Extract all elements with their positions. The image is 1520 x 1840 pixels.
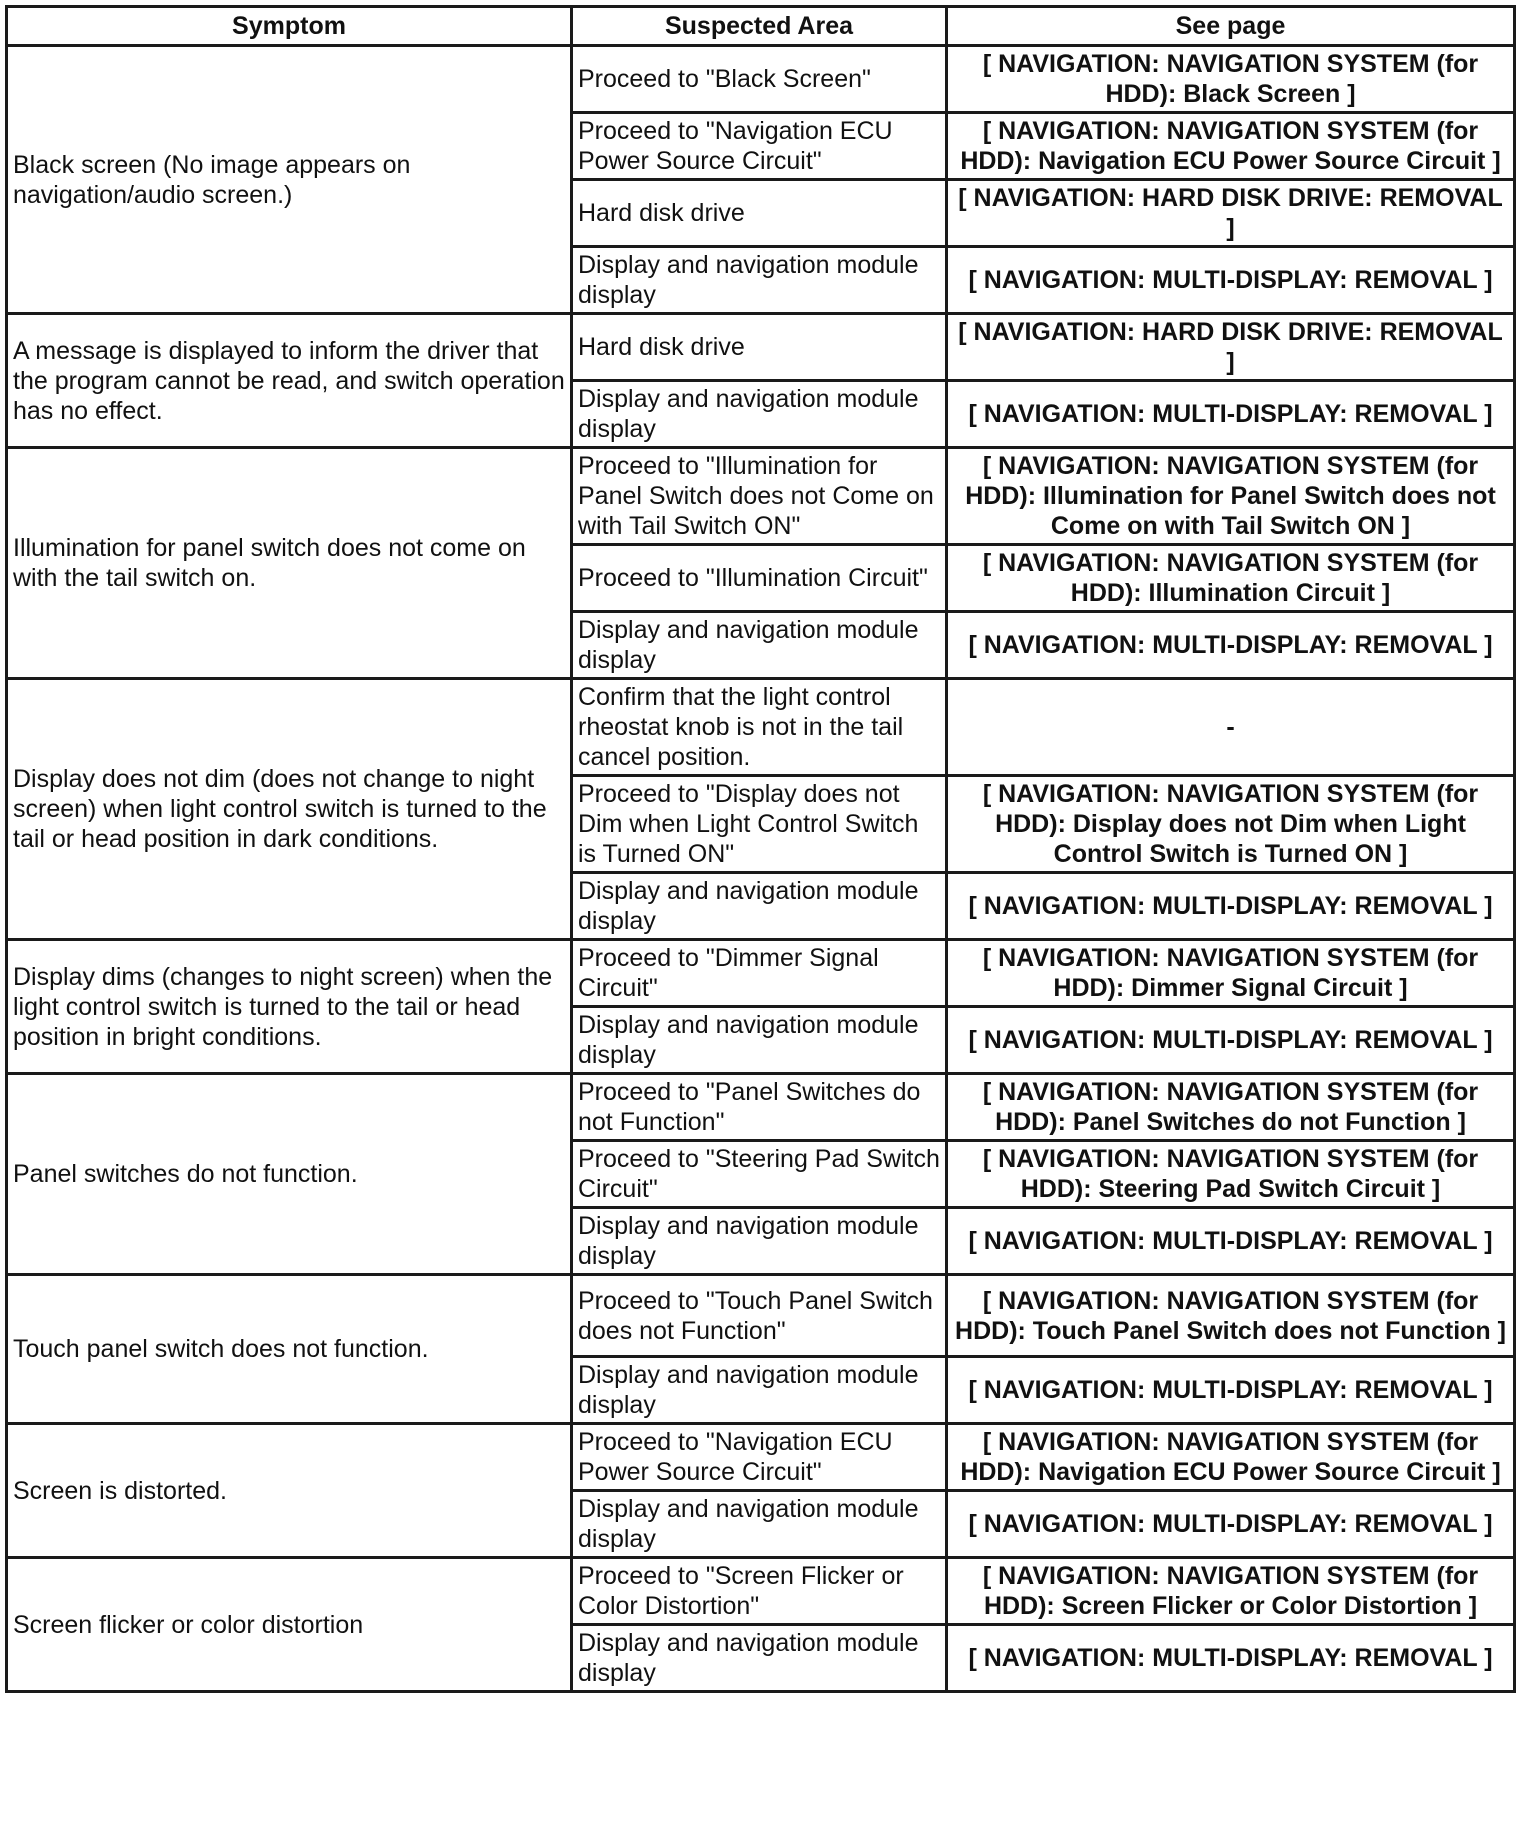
see-page-link[interactable]: [ NAVIGATION: NAVIGATION SYSTEM (for HDD): Panel Switches do not Function ] bbox=[947, 1074, 1515, 1141]
suspected-area-cell: Display and navigation module display bbox=[572, 1357, 947, 1424]
table-row bbox=[7, 1558, 1515, 1625]
header-see-page: See page bbox=[947, 7, 1515, 46]
see-page-link[interactable]: [ NAVIGATION: NAVIGATION SYSTEM (for HDD): Screen Flicker or Color Distortion ] bbox=[947, 1558, 1515, 1625]
see-page-link[interactable]: [ NAVIGATION: MULTI-DISPLAY: REMOVAL ] bbox=[947, 247, 1515, 314]
suspected-area-cell: Hard disk drive bbox=[572, 180, 947, 247]
see-page-link[interactable]: [ NAVIGATION: MULTI-DISPLAY: REMOVAL ] bbox=[947, 612, 1515, 679]
see-page-link[interactable]: [ NAVIGATION: MULTI-DISPLAY: REMOVAL ] bbox=[947, 381, 1515, 448]
suspected-area-cell: Proceed to "Navigation ECU Power Source Circuit" bbox=[572, 1424, 947, 1491]
see-page-link[interactable]: [ NAVIGATION: MULTI-DISPLAY: REMOVAL ] bbox=[947, 1208, 1515, 1275]
see-page-link[interactable]: [ NAVIGATION: MULTI-DISPLAY: REMOVAL ] bbox=[947, 1625, 1515, 1692]
symptom-cell: Display does not dim (does not change to night screen) when light control switch is turned to the tail or head position in dark conditions. bbox=[7, 679, 572, 940]
symptom-cell: Illumination for panel switch does not come on with the tail switch on. bbox=[7, 448, 572, 679]
see-page-link[interactable]: [ NAVIGATION: MULTI-DISPLAY: REMOVAL ] bbox=[947, 1357, 1515, 1424]
symptom-cell: Display dims (changes to night screen) when the light control switch is turned to the tail or head position in bright conditions. bbox=[7, 940, 572, 1074]
see-page-link[interactable]: [ NAVIGATION: NAVIGATION SYSTEM (for HDD): Illumination for Panel Switch does not Come on with Tail Switch ON ] bbox=[947, 448, 1515, 545]
table-row bbox=[7, 940, 1515, 1007]
see-page-link[interactable]: [ NAVIGATION: NAVIGATION SYSTEM (for HDD): Dimmer Signal Circuit ] bbox=[947, 940, 1515, 1007]
suspected-area-cell: Proceed to "Display does not Dim when Light Control Switch is Turned ON" bbox=[572, 776, 947, 873]
header-suspected-area: Suspected Area bbox=[572, 7, 947, 46]
see-page-link[interactable]: [ NAVIGATION: NAVIGATION SYSTEM (for HDD): Illumination Circuit ] bbox=[947, 545, 1515, 612]
suspected-area-cell: Display and navigation module display bbox=[572, 1208, 947, 1275]
suspected-area-cell: Confirm that the light control rheostat knob is not in the tail cancel position. bbox=[572, 679, 947, 776]
table-row bbox=[7, 1424, 1515, 1491]
see-page-link: - bbox=[947, 679, 1515, 776]
header-symptom: Symptom bbox=[7, 7, 572, 46]
suspected-area-cell: Display and navigation module display bbox=[572, 1625, 947, 1692]
table-row bbox=[7, 46, 1515, 113]
suspected-area-cell: Hard disk drive bbox=[572, 314, 947, 381]
suspected-area-cell: Display and navigation module display bbox=[572, 381, 947, 448]
see-page-link[interactable]: [ NAVIGATION: NAVIGATION SYSTEM (for HDD): Steering Pad Switch Circuit ] bbox=[947, 1141, 1515, 1208]
header-row bbox=[7, 7, 1515, 46]
suspected-area-cell: Proceed to "Navigation ECU Power Source Circuit" bbox=[572, 113, 947, 180]
suspected-area-cell: Display and navigation module display bbox=[572, 873, 947, 940]
suspected-area-cell: Proceed to "Panel Switches do not Function" bbox=[572, 1074, 947, 1141]
see-page-link[interactable]: [ NAVIGATION: NAVIGATION SYSTEM (for HDD): Navigation ECU Power Source Circuit ] bbox=[947, 113, 1515, 180]
symptom-cell: A message is displayed to inform the driver that the program cannot be read, and switch operation has no effect. bbox=[7, 314, 572, 448]
suspected-area-cell: Proceed to "Illumination for Panel Switch does not Come on with Tail Switch ON" bbox=[572, 448, 947, 545]
see-page-link[interactable]: [ NAVIGATION: MULTI-DISPLAY: REMOVAL ] bbox=[947, 1007, 1515, 1074]
see-page-link[interactable]: [ NAVIGATION: MULTI-DISPLAY: REMOVAL ] bbox=[947, 1491, 1515, 1558]
suspected-area-cell: Display and navigation module display bbox=[572, 1491, 947, 1558]
troubleshooting-table-container bbox=[5, 5, 1513, 1693]
symptom-cell: Panel switches do not function. bbox=[7, 1074, 572, 1275]
see-page-link[interactable]: [ NAVIGATION: NAVIGATION SYSTEM (for HDD): Touch Panel Switch does not Function ] bbox=[947, 1275, 1515, 1357]
symptom-cell: Touch panel switch does not function. bbox=[7, 1275, 572, 1424]
see-page-link[interactable]: [ NAVIGATION: NAVIGATION SYSTEM (for HDD): Black Screen ] bbox=[947, 46, 1515, 113]
table-row bbox=[7, 448, 1515, 545]
suspected-area-cell: Proceed to "Illumination Circuit" bbox=[572, 545, 947, 612]
suspected-area-cell: Proceed to "Touch Panel Switch does not Function" bbox=[572, 1275, 947, 1357]
suspected-area-cell: Display and navigation module display bbox=[572, 1007, 947, 1074]
table-row bbox=[7, 314, 1515, 381]
suspected-area-cell: Proceed to "Screen Flicker or Color Distortion" bbox=[572, 1558, 947, 1625]
table-row bbox=[7, 1275, 1515, 1357]
table-row bbox=[7, 679, 1515, 776]
suspected-area-cell: Proceed to "Steering Pad Switch Circuit" bbox=[572, 1141, 947, 1208]
table-row bbox=[7, 1074, 1515, 1141]
symptom-cell: Black screen (No image appears on navigation/audio screen.) bbox=[7, 46, 572, 314]
see-page-link[interactable]: [ NAVIGATION: MULTI-DISPLAY: REMOVAL ] bbox=[947, 873, 1515, 940]
suspected-area-cell: Proceed to "Dimmer Signal Circuit" bbox=[572, 940, 947, 1007]
see-page-link[interactable]: [ NAVIGATION: HARD DISK DRIVE: REMOVAL ] bbox=[947, 314, 1515, 381]
see-page-link[interactable]: [ NAVIGATION: NAVIGATION SYSTEM (for HDD): Display does not Dim when Light Control Switch is Turned ON ] bbox=[947, 776, 1515, 873]
suspected-area-cell: Display and navigation module display bbox=[572, 247, 947, 314]
suspected-area-cell: Proceed to "Black Screen" bbox=[572, 46, 947, 113]
suspected-area-cell: Display and navigation module display bbox=[572, 612, 947, 679]
symptom-cell: Screen flicker or color distortion bbox=[7, 1558, 572, 1692]
see-page-link[interactable]: [ NAVIGATION: HARD DISK DRIVE: REMOVAL ] bbox=[947, 180, 1515, 247]
table-body bbox=[7, 46, 1515, 1692]
see-page-link[interactable]: [ NAVIGATION: NAVIGATION SYSTEM (for HDD): Navigation ECU Power Source Circuit ] bbox=[947, 1424, 1515, 1491]
symptom-cell: Screen is distorted. bbox=[7, 1424, 572, 1558]
problem-symptoms-table bbox=[5, 5, 1516, 1693]
